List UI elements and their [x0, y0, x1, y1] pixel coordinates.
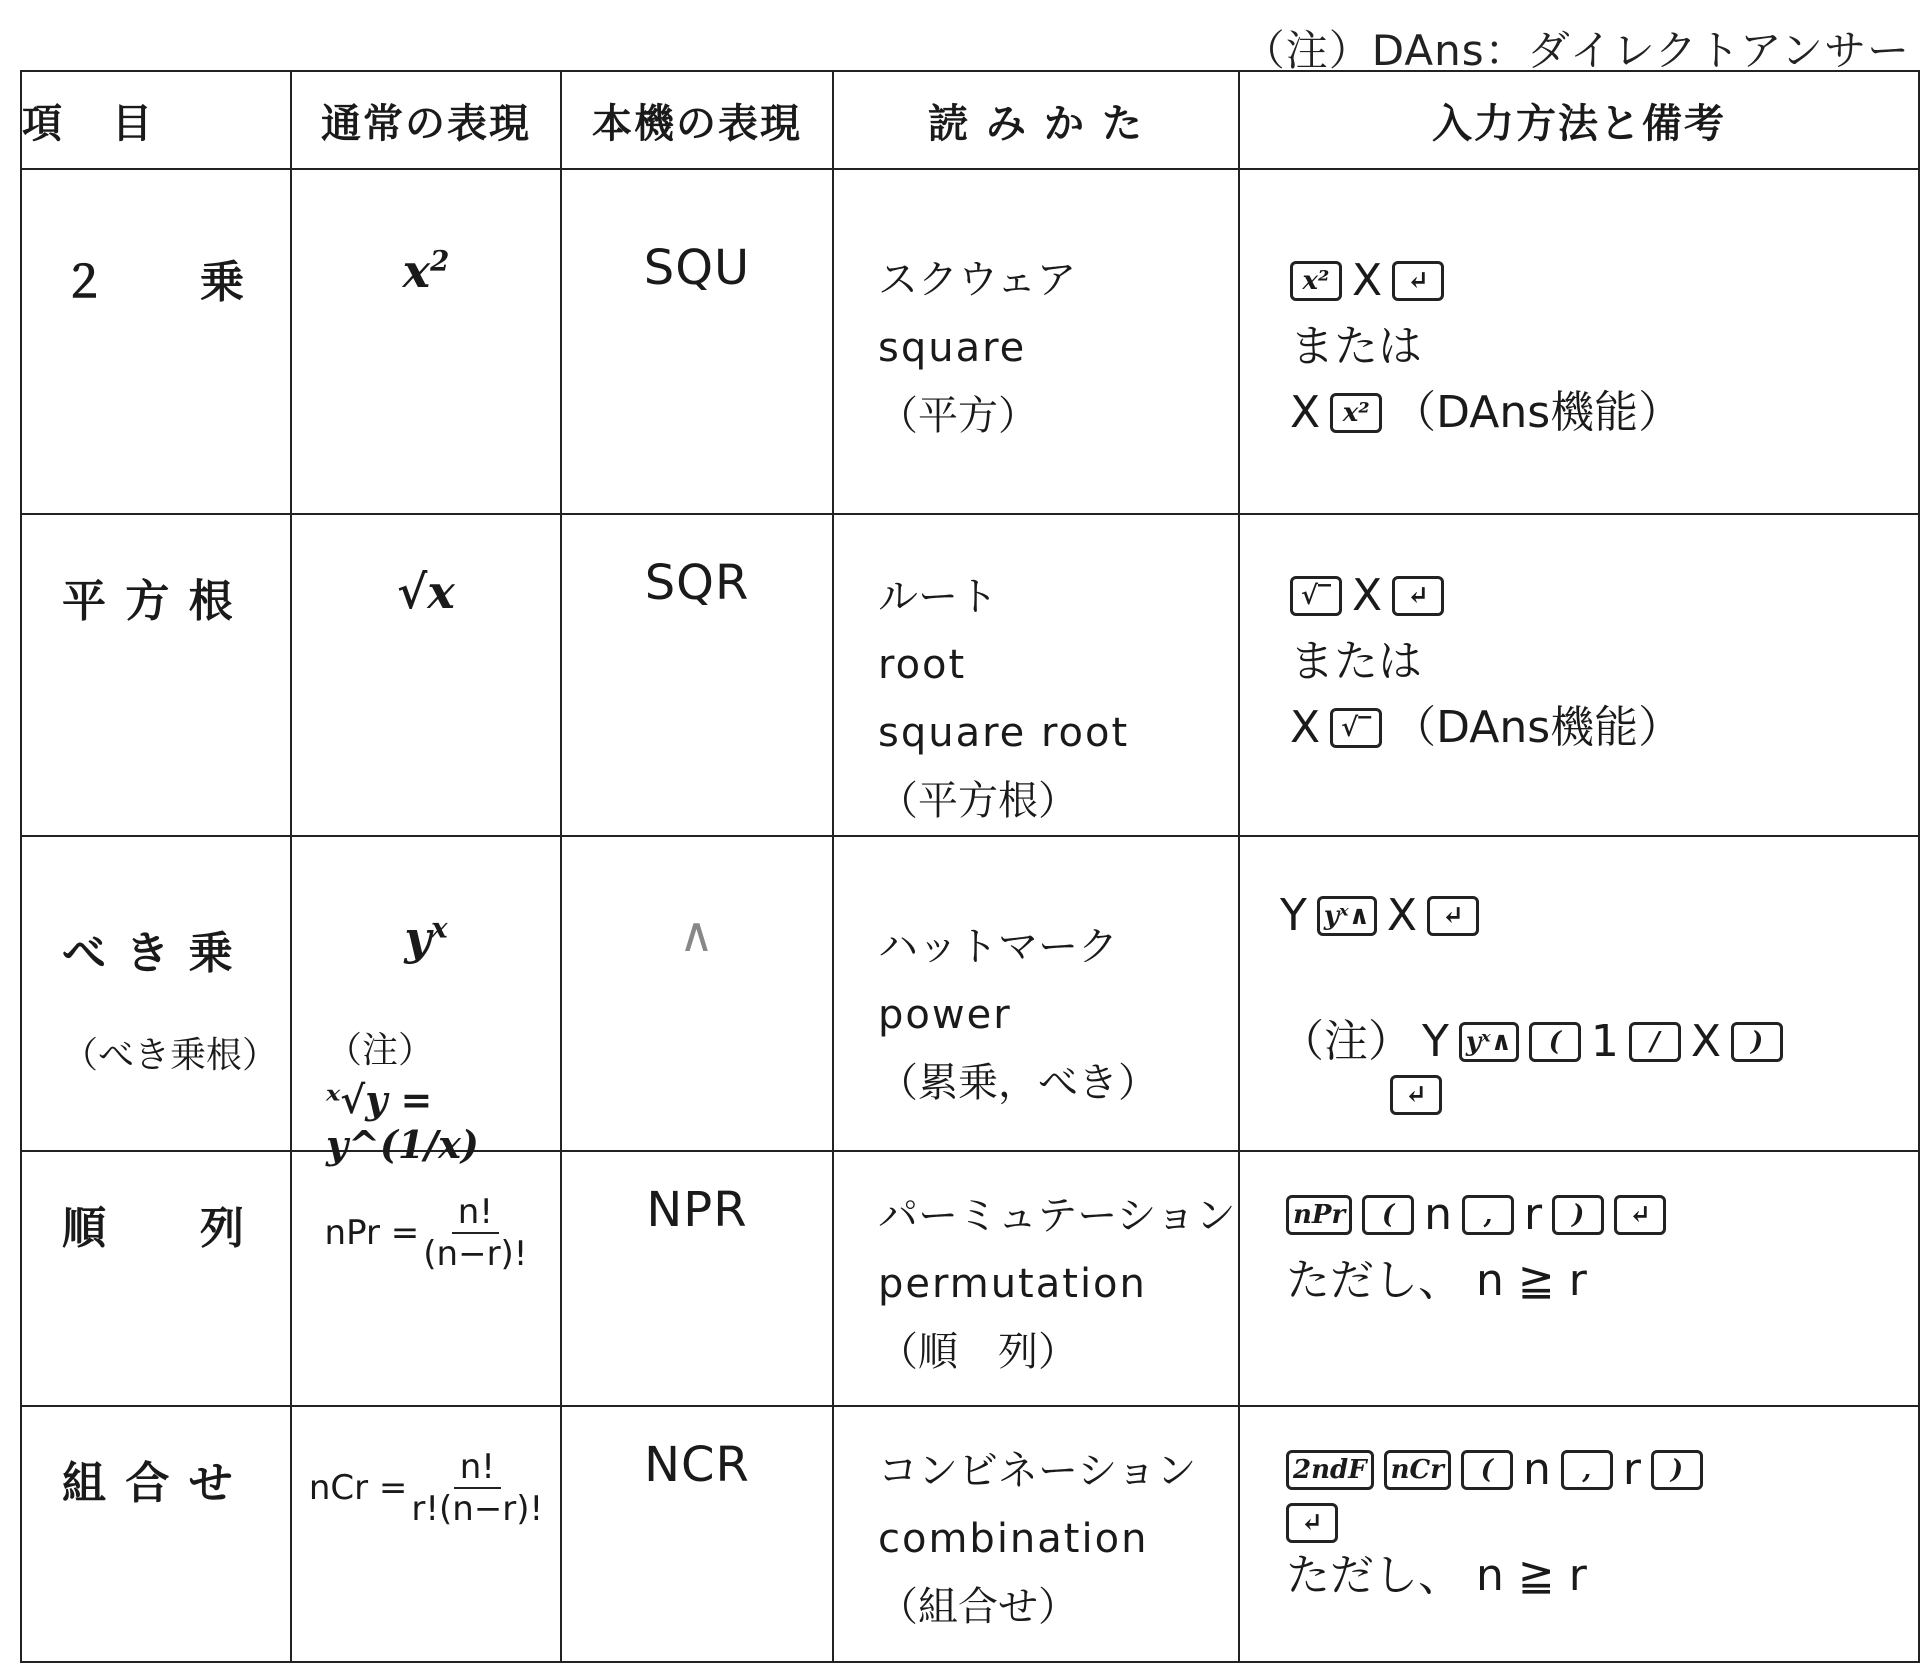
item-subname: （べき乗根） [62, 1035, 279, 1076]
item-name: 順 列 [62, 1203, 246, 1254]
item-name: 平 方 根 [62, 576, 235, 627]
sqrt-key[interactable]: √‾ [1290, 576, 1342, 616]
item-name: ２ 乗 [62, 257, 246, 308]
table-row [21, 836, 1919, 1151]
header-reading: 読 み か た [833, 71, 1239, 169]
power-key[interactable]: yˣ∧ [1317, 896, 1377, 936]
table-row [21, 1406, 1919, 1662]
normal-expression: nCr = $\frac{n!}{r!(n-r)!}$ [308, 1447, 544, 1529]
left-paren-key[interactable]: ( [1529, 1022, 1581, 1062]
item-name: べ き 乗 [62, 928, 235, 979]
npr-key[interactable]: nPr [1286, 1195, 1352, 1235]
comma-key[interactable]: , [1462, 1195, 1514, 1235]
reading: パーミュテーション permutation （順 列） [878, 1193, 1236, 1375]
machine-expression: SQU [643, 240, 751, 296]
right-paren-key[interactable]: ) [1651, 1450, 1703, 1490]
enter-key[interactable]: ↵ [1392, 576, 1444, 616]
header-machine: 本機の表現 [561, 71, 833, 169]
sqrt-key[interactable]: √‾ [1330, 708, 1382, 748]
table-row [21, 1151, 1919, 1406]
header-input: 入力方法と備考 [1239, 71, 1919, 169]
table-row [21, 514, 1919, 836]
left-paren-key[interactable]: ( [1461, 1450, 1513, 1490]
normal-expression: √x [397, 565, 455, 619]
header-normal: 通常の表現 [291, 71, 561, 169]
power-key[interactable]: yˣ∧ [1459, 1022, 1519, 1062]
input-method: √‾ X ↵ または X √‾ （DAns機能） [1290, 570, 1683, 753]
machine-expression: NPR [646, 1182, 748, 1238]
reading: ハットマーク power （累乗，べき） [878, 924, 1158, 1106]
footnote-dans: （注）DAns：ダイレクトアンサー [1242, 26, 1910, 75]
reading: ルート root square root （平方根） [878, 574, 1130, 824]
enter-key[interactable]: ↵ [1286, 1503, 1338, 1543]
header-row [21, 71, 1919, 169]
enter-key[interactable]: ↵ [1390, 1075, 1442, 1115]
normal-expression: $y^x$ [404, 911, 448, 965]
root-expression: ˣ√y = y^(1/x) [326, 1077, 479, 1167]
enter-key[interactable]: ↵ [1614, 1195, 1666, 1235]
input-method: x² X ↵ または X x² （DAns機能） [1290, 255, 1683, 438]
input-method: nPr ( n , r ) ↵ ただし、 n ≧ r [1240, 1152, 1918, 1314]
input-method: Y yˣ∧ X ↵ （注） Y yˣ∧ ( 1 / X ) ↵ [1240, 837, 1918, 1115]
x-squared-key[interactable]: x² [1330, 393, 1382, 433]
machine-expression: NCR [644, 1437, 750, 1493]
item-name: 組 合 せ [62, 1458, 235, 1509]
x-squared-key[interactable]: x² [1290, 261, 1342, 301]
second-function-key[interactable]: 2ndF [1286, 1450, 1374, 1490]
machine-expression: SQR [644, 555, 750, 611]
normal-expression: nPr = $\frac{n!}{(n-r)!}$ [324, 1192, 528, 1274]
normal-note: （注） [326, 1030, 435, 1071]
machine-expression: ∧ [678, 907, 716, 963]
left-paren-key[interactable]: ( [1362, 1195, 1414, 1235]
ncr-key[interactable]: nCr [1384, 1450, 1451, 1490]
table-row [21, 169, 1919, 514]
divide-key[interactable]: / [1629, 1022, 1681, 1062]
function-table [20, 70, 1920, 1663]
reading: コンビネーション combination （組合せ） [878, 1448, 1197, 1630]
normal-expression: $x^2$ [402, 244, 450, 298]
input-method: 2ndF nCr ( n , r ) ↵ ただし、 n ≧ r [1240, 1407, 1918, 1609]
right-paren-key[interactable]: ) [1731, 1022, 1783, 1062]
enter-key[interactable]: ↵ [1427, 896, 1479, 936]
enter-key[interactable]: ↵ [1392, 261, 1444, 301]
header-item: 項 目 [21, 71, 291, 169]
right-paren-key[interactable]: ) [1552, 1195, 1604, 1235]
reading: スクウェア square （平方） [878, 257, 1077, 439]
comma-key[interactable]: , [1561, 1450, 1613, 1490]
